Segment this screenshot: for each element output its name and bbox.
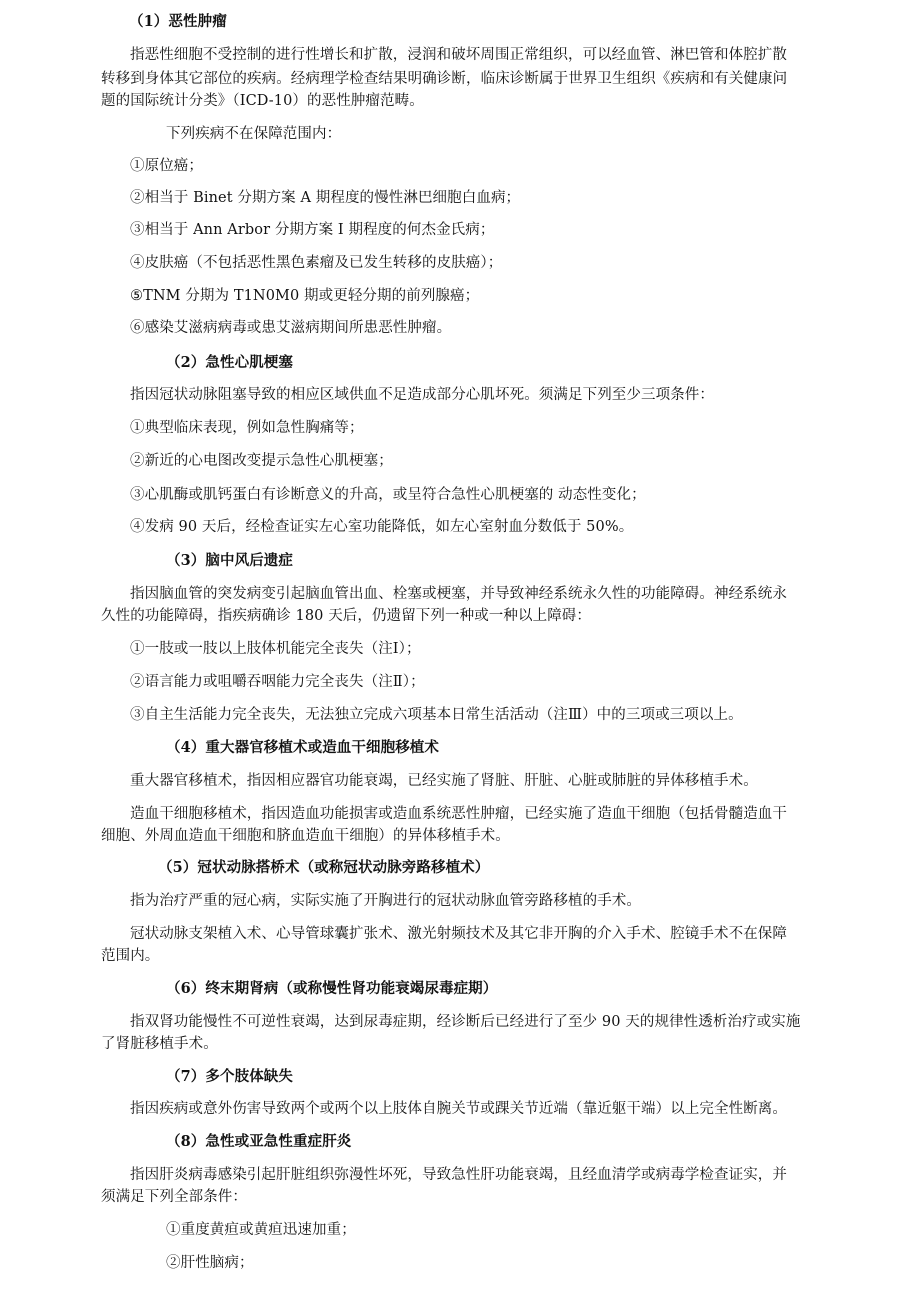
paragraph-line: 重大器官移植术，指因相应器官功能衰竭，已经实施了肾脏、肝脏、心脏或肺脏的异体移植手术。 xyxy=(130,773,758,789)
heading-acute-myocardial-infarction: （2）急性心肌梗塞 xyxy=(166,354,293,371)
paragraph-line: 造血干细胞移植术，指因造血功能损害或造血系统恶性肿瘤，已经实施了造血干细胞（包括骨髓造血干 xyxy=(130,806,787,822)
paragraph-line: 指双肾功能慢性不可逆性衰竭，达到尿毒症期，经诊断后已经进行了至少 90 天的规律性透析治疗或实施 xyxy=(130,1014,801,1030)
paragraph-line: 题的国际统计分类》（ICD-10）的恶性肿瘤范畴。 xyxy=(101,93,424,109)
heading-severe-hepatitis: （8）急性或亚急性重症肝炎 xyxy=(166,1133,352,1150)
list-item: ③心肌酶或肌钙蛋白有诊断意义的升高，或呈符合急性心肌梗塞的 动态性变化； xyxy=(130,487,646,503)
list-item: ⑤TNM 分期为 T1N0M0 期或更轻分期的前列腺癌； xyxy=(130,288,480,304)
paragraph-line: 指因肝炎病毒感染引起肝脏组织弥漫性坏死，导致急性肝功能衰竭，且经血清学或病毒学检查证实，并 xyxy=(130,1167,787,1183)
heading-stroke-sequelae: （3）脑中风后遗症 xyxy=(166,552,293,569)
list-item: ③自主生活能力完全丧失，无法独立完成六项基本日常生活活动（注Ⅲ）中的三项或三项以上。 xyxy=(130,707,743,723)
paragraph-line: 指恶性细胞不受控制的进行性增长和扩散，浸润和破坏周围正常组织，可以经血管、淋巴管和体腔扩散 xyxy=(130,47,787,63)
heading-coronary-bypass: （5）冠状动脉搭桥术（或称冠状动脉旁路移植术） xyxy=(158,859,490,876)
list-item: ①重度黄疸或黄疸迅速加重； xyxy=(166,1222,356,1238)
paragraph-line: 久性的功能障碍，指疾病确诊 180 天后，仍遗留下列一种或一种以上障碍： xyxy=(101,608,591,624)
list-item: ④皮肤癌（不包括恶性黑色素瘤及已发生转移的皮肤癌）； xyxy=(130,255,503,271)
list-item: ①一肢或一肢以上肢体机能完全丧失（注Ⅰ）； xyxy=(130,641,421,657)
list-item: ②语言能力或咀嚼吞咽能力完全丧失（注Ⅱ）； xyxy=(130,674,425,690)
paragraph-line: 指为治疗严重的冠心病，实际实施了开胸进行的冠状动脉血管旁路移植的手术。 xyxy=(130,893,641,909)
list-item: ④发病 90 天后，经检查证实左心室功能降低，如左心室射血分数低于 50%。 xyxy=(130,519,634,535)
paragraph-line: 指因冠状动脉阻塞导致的相应区域供血不足造成部分心肌坏死。须满足下列至少三项条件： xyxy=(130,387,714,403)
paragraph-line: 指因脑血管的突发病变引起脑血管出血、栓塞或梗塞，并导致神经系统永久性的功能障碍。神经系统永 xyxy=(130,586,787,602)
paragraph-line: 转移到身体其它部位的疾病。经病理学检查结果明确诊断，临床诊断属于世界卫生组织《疾病和有关健康问 xyxy=(101,71,788,87)
list-item: ①典型临床表现，例如急性胸痛等； xyxy=(130,420,364,436)
heading-malignant-tumor: （1）恶性肿瘤 xyxy=(129,13,227,30)
paragraph-line: 细胞、外周血造血干细胞和脐血造血干细胞）的异体移植手术。 xyxy=(101,828,510,844)
paragraph-line: 须满足下列全部条件： xyxy=(101,1189,247,1205)
heading-limb-loss: （7）多个肢体缺失 xyxy=(166,1068,293,1085)
list-item: ②相当于 Binet 分期方案 A 期程度的慢性淋巴细胞白血病； xyxy=(130,190,521,206)
list-item: ②肝性脑病； xyxy=(166,1255,254,1271)
paragraph-line: 了肾脏移植手术。 xyxy=(101,1036,218,1052)
paragraph-line: 冠状动脉支架植入术、心导管球囊扩张术、激光射频技术及其它非开胸的介入手术、腔镜手术不在保障 xyxy=(130,926,787,942)
list-item: ①原位癌； xyxy=(130,158,203,174)
list-item: ③相当于 Ann Arbor 分期方案 I 期程度的何杰金氏病； xyxy=(130,222,495,238)
list-item: ⑥感染艾滋病病毒或患艾滋病期间所患恶性肿瘤。 xyxy=(130,320,452,336)
paragraph-line: 指因疾病或意外伤害导致两个或两个以上肢体自腕关节或踝关节近端（靠近躯干端）以上完全性断离。 xyxy=(130,1101,787,1117)
list-item: ②新近的心电图改变提示急性心肌梗塞； xyxy=(130,453,393,469)
paragraph-line: 下列疾病不在保障范围内： xyxy=(166,126,342,142)
heading-organ-transplant: （4）重大器官移植术或造血干细胞移植术 xyxy=(166,739,439,756)
heading-end-stage-renal: （6）终末期肾病（或称慢性肾功能衰竭尿毒症期） xyxy=(166,980,498,997)
paragraph-line: 范围内。 xyxy=(101,948,160,964)
